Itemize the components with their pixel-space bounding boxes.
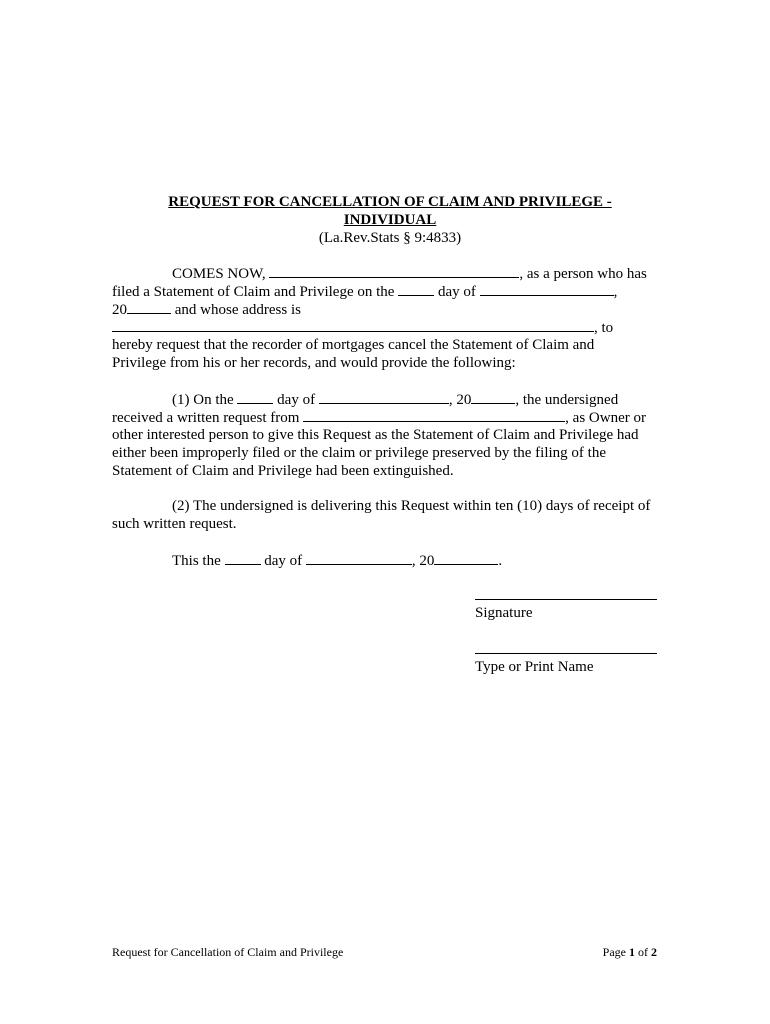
page-total: 2 — [651, 945, 657, 959]
p3-line-2: such written request. — [112, 516, 237, 532]
p1-line-4 — [112, 318, 613, 337]
dateline — [172, 551, 502, 570]
request-year-blank[interactable] — [471, 390, 515, 404]
dateline-text: day of — [264, 553, 303, 569]
sign-month-blank[interactable] — [306, 551, 412, 565]
request-day-blank[interactable] — [237, 390, 273, 404]
request-month-blank[interactable] — [319, 390, 449, 404]
p1-text: , — [613, 284, 618, 300]
p1-line-3 — [112, 300, 301, 319]
p1-line-6: Privilege from his or her records, and would provide the following: — [112, 355, 516, 371]
p1-line-2 — [112, 282, 617, 301]
statute-citation: (La.Rev.Stats § 9:4833) — [318, 230, 462, 246]
p2-line-3: other interested person to give this Request as the Statement of Claim and Privilege had — [112, 427, 639, 443]
requester-name-blank[interactable] — [303, 408, 565, 422]
p1-line-5: hereby request that the recorder of mortgages cancel the Statement of Claim and — [112, 337, 595, 353]
p1-text: , as a person who has — [519, 266, 647, 282]
p2-line-4: either been improperly filed or the claim or privilege preserved by the filing of the — [112, 445, 606, 461]
address-blank[interactable] — [112, 318, 594, 332]
p3-line-1: (2) The undersigned is delivering this Request within ten (10) days of receipt of — [172, 498, 651, 514]
p2-line-1 — [172, 390, 618, 409]
document-title — [110, 193, 670, 229]
p1-text: , to — [594, 320, 614, 336]
page-prefix: Page — [602, 945, 626, 959]
p1-text: 20 — [112, 302, 127, 318]
page-current: 1 — [629, 945, 635, 959]
footer-title: Request for Cancellation of Claim and Privilege — [112, 945, 344, 959]
p2-text: , 20 — [448, 392, 472, 408]
print-name-label: Type or Print Name — [475, 659, 594, 675]
dateline-text: This the — [172, 553, 221, 569]
p2-text: day of — [277, 392, 316, 408]
sign-year-blank[interactable] — [434, 551, 498, 565]
signature-label: Signature — [475, 605, 533, 621]
p1-text: COMES NOW, — [172, 266, 266, 282]
page-of: of — [638, 945, 648, 959]
signature-line[interactable] — [475, 599, 657, 600]
filed-day-blank[interactable] — [398, 282, 434, 296]
p2-line-5: Statement of Claim and Privilege had been extinguished. — [112, 463, 454, 479]
p2-line-2 — [112, 408, 646, 427]
name-blank[interactable] — [269, 264, 519, 278]
p2-text: , as Owner or — [565, 410, 646, 426]
page-number — [560, 945, 657, 959]
p1-line-1 — [172, 264, 647, 283]
p1-text: filed a Statement of Claim and Privilege on the — [112, 284, 395, 300]
p2-text: received a written request from — [112, 410, 300, 426]
title-line-1: REQUEST FOR CANCELLATION OF CLAIM AND PRIVILEGE - — [168, 194, 612, 210]
title-line-2: INDIVIDUAL — [343, 212, 437, 228]
dateline-text: . — [498, 553, 503, 569]
dateline-text: , 20 — [411, 553, 435, 569]
print-name-line[interactable] — [475, 653, 657, 654]
p1-text: day of — [437, 284, 476, 300]
p1-text: and whose address is — [174, 302, 301, 318]
filed-month-blank[interactable] — [480, 282, 614, 296]
p2-text: , the undersigned — [515, 392, 619, 408]
p2-text: (1) On the — [172, 392, 234, 408]
filed-year-blank[interactable] — [127, 300, 171, 314]
sign-day-blank[interactable] — [225, 551, 261, 565]
